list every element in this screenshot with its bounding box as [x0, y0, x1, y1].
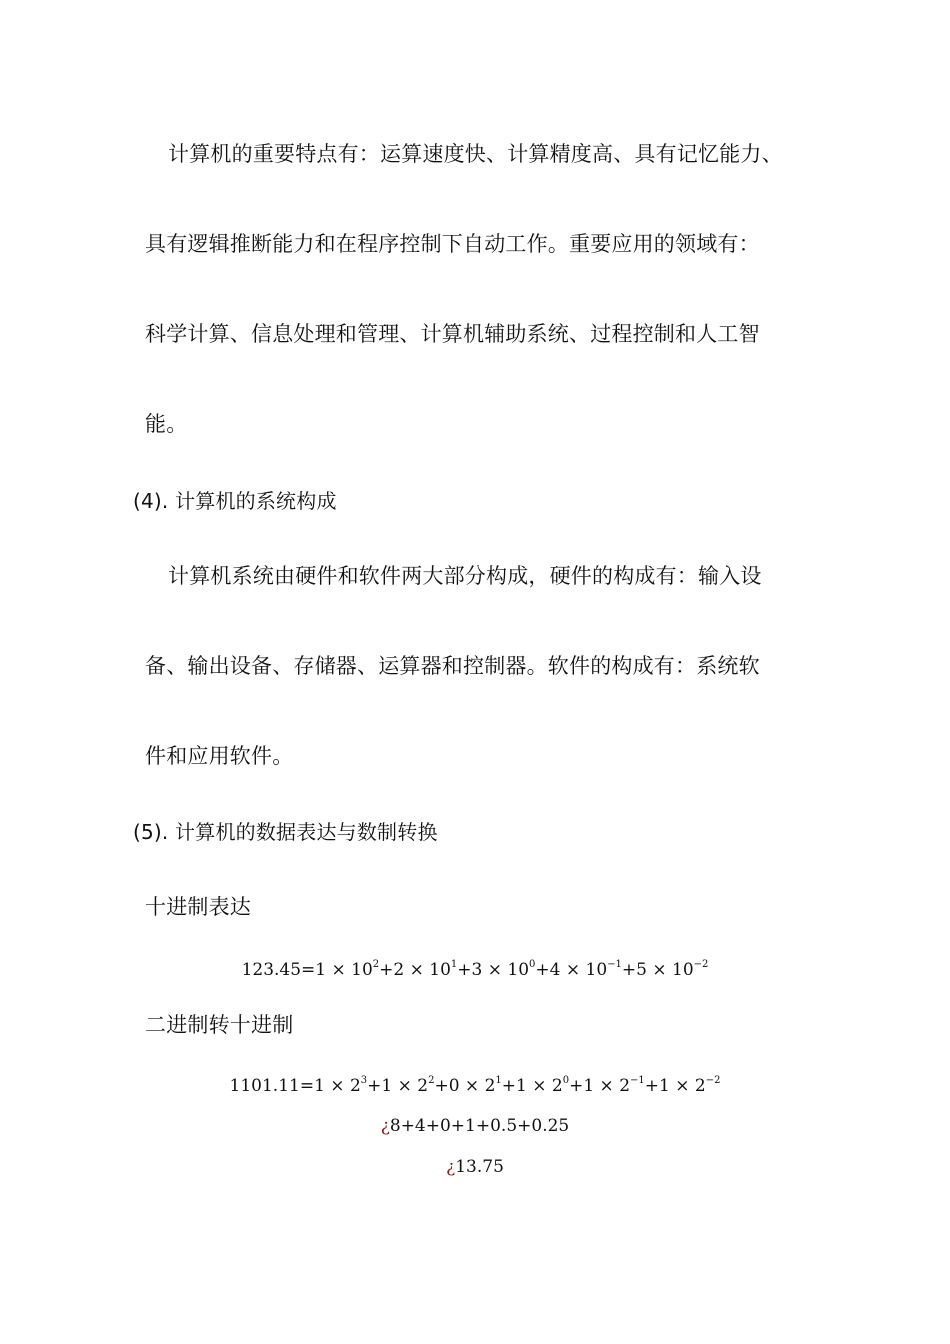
eq-term: +1 × 2 [569, 1076, 631, 1096]
eq-exponent: 0 [562, 1075, 570, 1086]
eq-exponent: −1 [630, 1075, 645, 1086]
label-binary: 二进制转十进制 [145, 1013, 294, 1037]
eq-term: +1 × 2 [501, 1076, 563, 1096]
equation-binary-step2 [0, 1114, 950, 1138]
paragraph-line: 件和应用软件。 [145, 744, 294, 768]
eq-exponent: 0 [529, 959, 536, 970]
placeholder-glyph: ¿ [380, 1116, 390, 1136]
section-heading-4: (4). 计算机的系统构成 [133, 489, 337, 513]
eq-exponent: 1 [450, 959, 458, 970]
placeholder-glyph: ¿ [446, 1157, 456, 1177]
paragraph-line: 能。 [145, 412, 188, 436]
eq-term: +4 × 10 [535, 960, 608, 980]
eq-term: +2 × 10 [379, 960, 451, 980]
eq-term: =1 × 10 [301, 960, 373, 980]
eq-rhs: 8+4+0+1+0.5+0.25 [389, 1116, 570, 1136]
equation-decimal [0, 958, 950, 982]
equation-binary [0, 1074, 950, 1098]
eq-term: +0 × 2 [434, 1076, 496, 1096]
eq-lhs: 123.45 [241, 960, 302, 980]
paragraph-line: 计算机的重要特点有：运算速度快、计算精度高、具有记忆能力、 [168, 142, 783, 166]
eq-exponent: −2 [693, 959, 709, 970]
eq-term: +1 × 2 [367, 1076, 429, 1096]
eq-exponent: 2 [428, 1075, 435, 1086]
paragraph-line: 计算机系统由硬件和软件两大部分构成，硬件的构成有：输入设 [168, 564, 762, 588]
eq-exponent: −1 [607, 959, 622, 970]
paragraph-line: 具有逻辑推断能力和在程序控制下自动工作。重要应用的领域有： [145, 232, 760, 256]
eq-lhs: 1101.11 [229, 1076, 300, 1096]
eq-exponent: 2 [372, 959, 380, 970]
equation-binary-step3 [0, 1155, 950, 1179]
section-heading-5: (5). 计算机的数据表达与数制转换 [133, 820, 438, 844]
eq-exponent: 3 [360, 1075, 368, 1086]
eq-rhs: 13.75 [455, 1157, 504, 1177]
paragraph-line: 科学计算、信息处理和管理、计算机辅助系统、过程控制和人工智 [145, 322, 760, 346]
eq-term: +3 × 10 [457, 960, 530, 980]
eq-exponent: −2 [705, 1075, 721, 1086]
eq-term: +1 × 2 [644, 1076, 706, 1096]
eq-term: =1 × 2 [299, 1076, 361, 1096]
label-decimal: 十进制表达 [145, 895, 251, 919]
paragraph-line: 备、输出设备、存储器、运算器和控制器。软件的构成有：系统软 [145, 654, 760, 678]
eq-exponent: 1 [495, 1075, 502, 1086]
eq-term: +5 × 10 [621, 960, 694, 980]
